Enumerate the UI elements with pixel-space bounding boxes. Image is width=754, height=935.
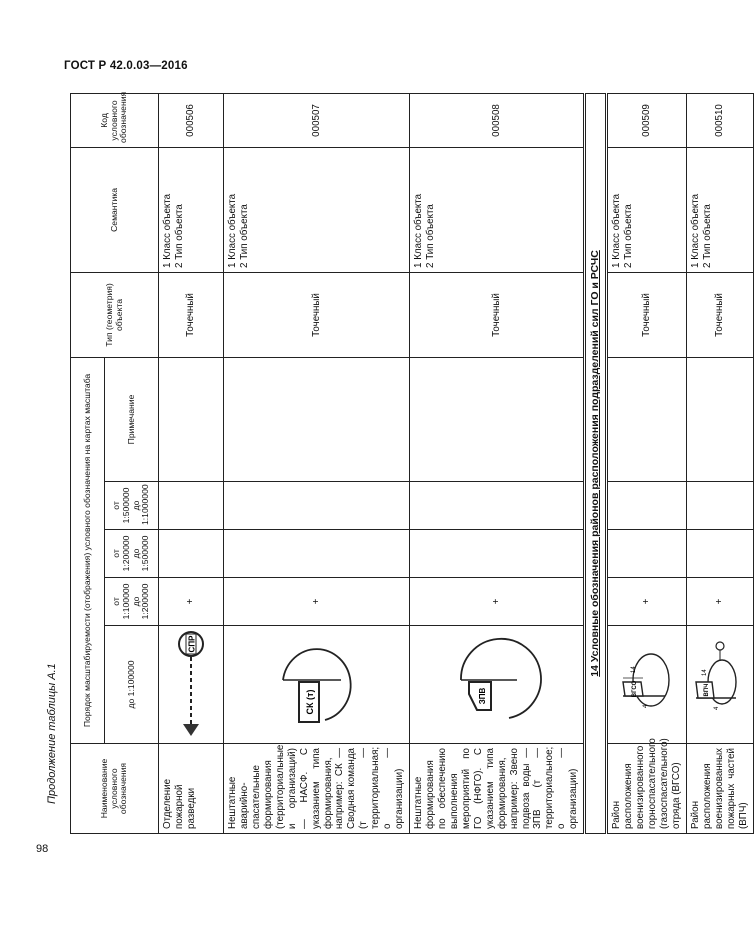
vpch-symbol-label: ВПЧ <box>703 684 710 697</box>
cell-name: Нештатные аварийно-спасательные формирования (территориальные и организаций) — НАСФ. С указанием типа формирования, например: СК — Сводная команда (т — территориальная; о — организации) <box>224 744 410 834</box>
section-title: 14 Условные обозначения районов расположения подразделений сил ГО и РСЧС <box>585 93 607 833</box>
page-number: 98 <box>36 843 49 855</box>
cell-scale-200: + <box>686 578 753 626</box>
vgso-symbol-label: ВГСО <box>632 681 638 698</box>
cell-code: 000509 <box>607 93 687 147</box>
semantics-line-1: 1 Класс объекта <box>162 193 173 268</box>
semantics-line-2: 2 Тип объекта <box>425 204 436 268</box>
cell-name: Нештатные формирования по обеспечению выполнения мероприятий по ГО (НФГО). С указанием типа формирования, например: Звено подвоза воды — ЗПВ (т — территориальное; о — организации) <box>410 744 585 834</box>
cell-code: 000506 <box>159 93 224 147</box>
header-scale-100: до 1:100000 <box>105 626 159 744</box>
cell-symbol <box>159 626 224 744</box>
cell-scale-1m <box>159 482 224 530</box>
cell-note <box>607 357 687 481</box>
cell-code: 000508 <box>410 93 585 147</box>
vpch-dim-small: 4 <box>713 707 720 711</box>
cell-name: Отделение пожарной разведки <box>159 744 224 834</box>
table-row <box>410 93 585 833</box>
section-row <box>585 93 607 833</box>
vgso-symbol-icon <box>617 629 677 741</box>
table-row <box>224 93 410 833</box>
cell-symbol <box>224 626 410 744</box>
cell-symbol <box>410 626 585 744</box>
cell-code: 000507 <box>224 93 410 147</box>
vgso-dim-label: 14 <box>631 666 637 674</box>
table-caption: Продолжение таблицы А.1 <box>46 663 58 804</box>
semantics-line-2: 2 Тип объекта <box>173 204 185 268</box>
vgso-dim-small: 4 <box>643 705 649 709</box>
cell-note <box>159 357 224 481</box>
page-header: ГОСТ Р 42.0.03—2016 <box>64 60 188 72</box>
vpch-symbol-icon <box>690 629 750 741</box>
cell-semantics <box>686 147 753 272</box>
cell-scale-200: + <box>224 578 410 626</box>
header-type: Тип (геометрия) объекта <box>71 272 159 357</box>
cell-semantics <box>410 147 585 272</box>
cell-semantics <box>159 147 224 272</box>
header-scale-500: от 1:200000 до 1:500000 <box>105 530 159 578</box>
zpv-symbol-icon <box>447 629 547 741</box>
table-row <box>607 93 687 833</box>
cell-scale-1m <box>607 482 687 530</box>
cell-type: Точечный <box>159 272 224 357</box>
cell-scale-500 <box>686 530 753 578</box>
ck-symbol-label: СК (т) <box>304 690 315 715</box>
cell-type: Точечный <box>686 272 753 357</box>
zpv-symbol-label: ЗПВ <box>477 688 487 705</box>
cell-symbol <box>686 626 753 744</box>
semantics-line-2: 2 Тип объекта <box>701 204 713 268</box>
cell-semantics <box>224 147 410 272</box>
cell-scale-500 <box>410 530 585 578</box>
table-row <box>686 93 753 833</box>
rotated-table-container <box>70 91 749 834</box>
semantics-line-1: 1 Класс объекта <box>227 193 238 268</box>
cell-name: Район расположения военизированных пожарных частей (ВПЧ) <box>686 744 753 834</box>
cell-symbol <box>607 626 687 744</box>
header-scale-200: от 1:100000 до 1:200000 <box>105 578 159 626</box>
cell-scale-200: + <box>159 578 224 626</box>
header-scale-1m: от 1:500000 до 1:1000000 <box>105 482 159 530</box>
cell-type: Точечный <box>607 272 687 357</box>
header-semantics: Семантика <box>71 147 159 272</box>
cell-scale-200: + <box>410 578 585 626</box>
header-note: Примечание <box>105 357 159 481</box>
header-code: Код условного обозначения <box>71 93 159 147</box>
cell-scale-500 <box>607 530 687 578</box>
vpch-dim-label: 14 <box>701 669 708 677</box>
header-name: Наименование условного обозначения <box>71 744 159 834</box>
semantics-line-1: 1 Класс объекта <box>413 193 425 268</box>
cell-scale-1m <box>686 482 753 530</box>
cell-note <box>224 357 410 481</box>
cell-type: Точечный <box>224 272 410 357</box>
spr-symbol-label: СПР <box>187 636 197 653</box>
ck-symbol-icon <box>275 629 359 741</box>
semantics-line-2: 2 Тип объекта <box>238 204 250 268</box>
cell-scale-1m <box>410 482 585 530</box>
cell-scale-1m <box>224 482 410 530</box>
cell-note <box>410 357 585 481</box>
cell-note <box>686 357 753 481</box>
cell-name: Район расположения военизированного горноспасательного (газоспасательного) отряда (ВГСО) <box>607 744 687 834</box>
cell-type: Точечный <box>410 272 585 357</box>
table-row <box>159 93 224 833</box>
header-order: Порядок масштабируемости (отображения) условного обозначения на картах масштаба <box>71 357 105 743</box>
semantics-line-2: 2 Тип объекта <box>623 204 635 268</box>
semantics-line-1: 1 Класс объекта <box>611 193 623 268</box>
header-row-1 <box>71 93 105 833</box>
cell-code: 000510 <box>686 93 753 147</box>
cell-scale-500 <box>159 530 224 578</box>
cell-scale-200: + <box>607 578 687 626</box>
semantics-line-1: 1 Класс объекта <box>689 193 701 268</box>
cell-semantics <box>607 147 687 272</box>
symbols-table <box>70 93 754 834</box>
cell-scale-500 <box>224 530 410 578</box>
spr-symbol-icon <box>171 629 211 741</box>
